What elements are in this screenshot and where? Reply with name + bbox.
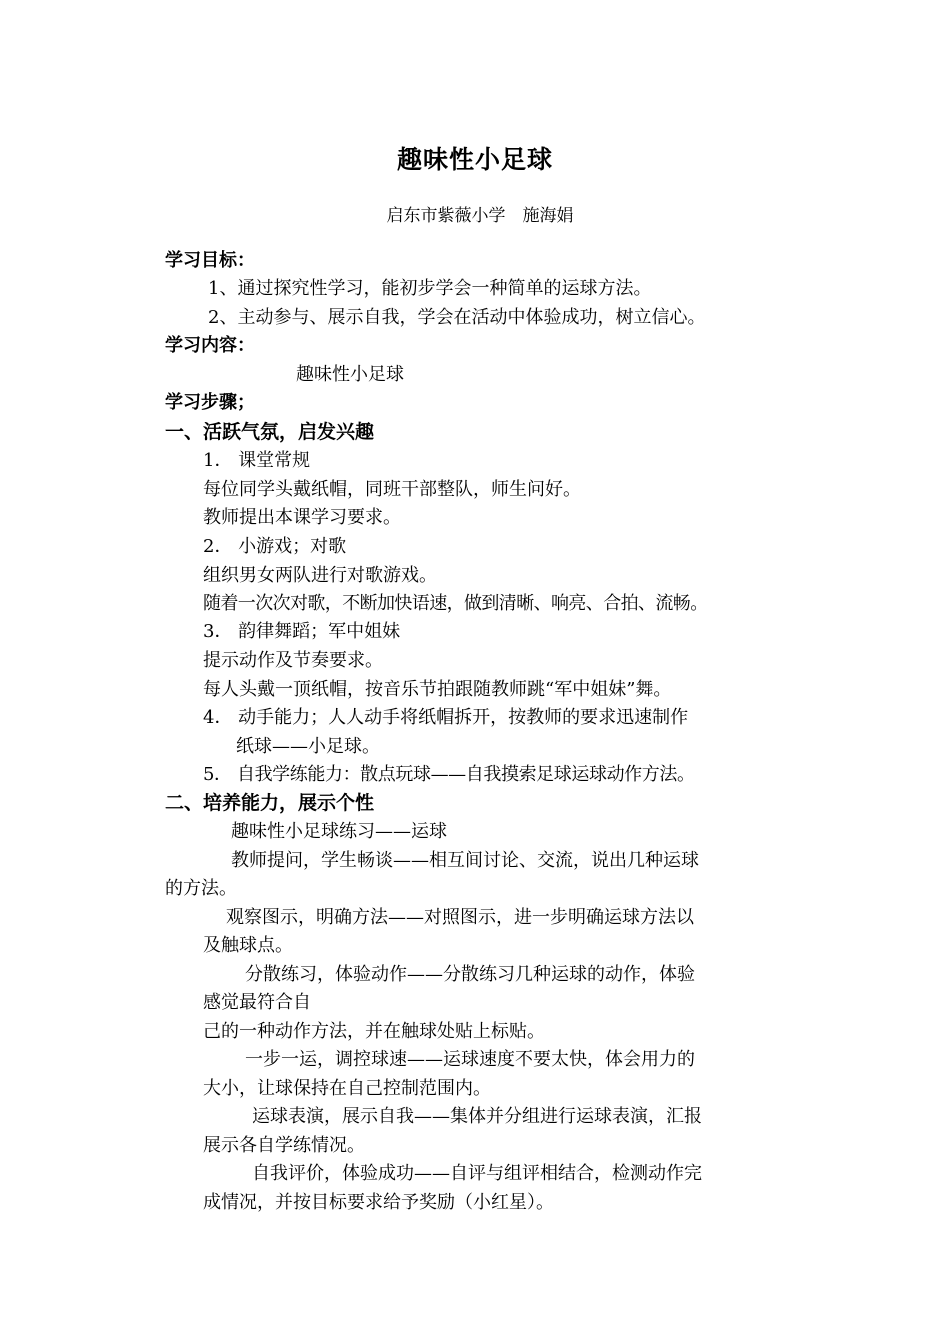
section1-line: 3． 韵律舞蹈；军中姐妹 bbox=[203, 621, 401, 642]
author-line: 启东市紫薇小学 施海娟 bbox=[386, 206, 574, 226]
section2-line: 感觉最符合自 bbox=[203, 992, 311, 1013]
goal-item: 2、主动参与、展示自我，学会在活动中体验成功，树立信心。 bbox=[208, 307, 706, 328]
content-heading: 学习内容： bbox=[165, 335, 255, 356]
section2-line: 己的一种动作方法，并在触球处贴上标贴。 bbox=[203, 1021, 545, 1042]
section1-line: 纸球——小足球。 bbox=[236, 736, 380, 757]
section1-line: 5． 自我学练能力：散点玩球——自我摸索足球运球动作方法。 bbox=[203, 764, 695, 785]
goals-heading: 学习目标： bbox=[165, 250, 255, 271]
section2-heading: 二、培养能力，展示个性 bbox=[165, 792, 375, 814]
section2-line: 趣味性小足球练习——运球 bbox=[231, 821, 447, 842]
document-title: 趣味性小足球 bbox=[396, 145, 553, 174]
section2-line: 运球表演，展示自我——集体并分组进行运球表演，汇报 bbox=[252, 1106, 702, 1127]
section2-line: 及触球点。 bbox=[203, 935, 293, 956]
section1-line: 每人头戴一顶纸帽，按音乐节拍跟随教师跳“军中姐妹”舞。 bbox=[203, 679, 672, 700]
section1-line: 4． 动手能力；人人动手将纸帽拆开，按教师的要求迅速制作 bbox=[203, 707, 689, 728]
section2-line: 观察图示，明确方法——对照图示，进一步明确运球方法以 bbox=[226, 907, 694, 928]
section2-line: 成情况，并按目标要求给予奖励（小红星）。 bbox=[203, 1192, 554, 1213]
section1-line: 2． 小游戏；对歌 bbox=[203, 536, 347, 557]
section2-line: 一步一运，调控球速——运球速度不要太快，体会用力的 bbox=[245, 1049, 695, 1070]
section1-line: 每位同学头戴纸帽，同班干部整队，师生问好。 bbox=[203, 479, 581, 500]
content-text: 趣味性小足球 bbox=[296, 364, 404, 385]
section1-line: 随着一次次对歌，不断加快语速，做到清晰、响亮、合拍、流畅。 bbox=[203, 593, 708, 614]
section2-line: 大小，让球保持在自己控制范围内。 bbox=[203, 1078, 491, 1099]
section1-heading: 一、活跃气氛，启发兴趣 bbox=[165, 421, 375, 443]
section1-line: 1． 课堂常规 bbox=[203, 450, 311, 471]
section2-line: 分散练习，体验动作——分散练习几种运球的动作，体验 bbox=[245, 964, 695, 985]
section2-line: 自我评价，体验成功——自评与组评相结合，检测动作完 bbox=[252, 1163, 702, 1184]
section1-line: 教师提出本课学习要求。 bbox=[203, 507, 401, 528]
section2-line: 的方法。 bbox=[165, 878, 237, 899]
section1-line: 组织男女两队进行对歌游戏。 bbox=[203, 565, 437, 586]
goal-item: 1、通过探究性学习，能初步学会一种简单的运球方法。 bbox=[208, 278, 652, 299]
steps-heading: 学习步骤； bbox=[165, 392, 255, 413]
section2-line: 教师提问，学生畅谈——相互间讨论、交流，说出几种运球 bbox=[231, 850, 699, 871]
section2-line: 展示各自学练情况。 bbox=[203, 1135, 365, 1156]
section1-line: 提示动作及节奏要求。 bbox=[203, 650, 383, 671]
